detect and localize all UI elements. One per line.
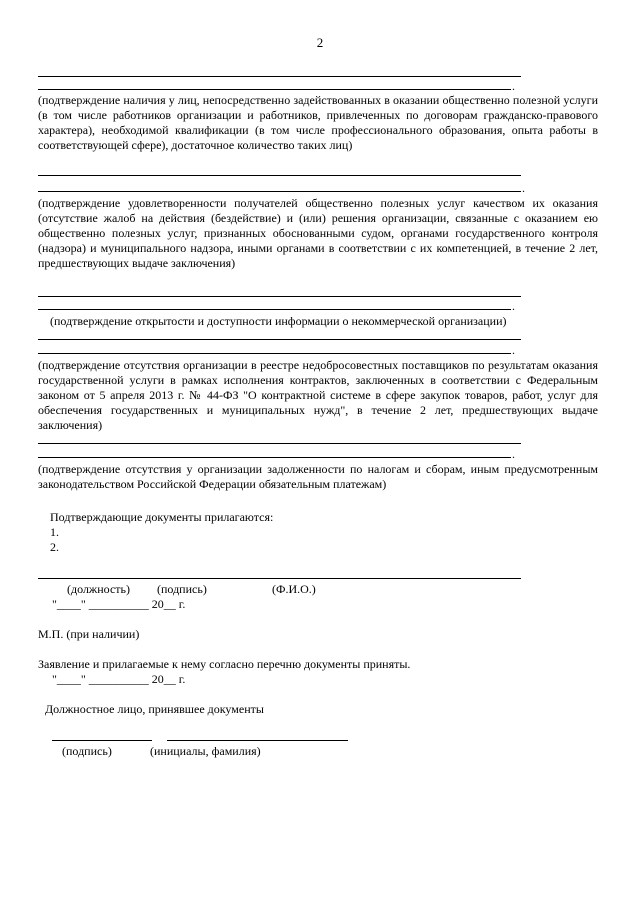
fill-line — [38, 457, 511, 458]
fill-line — [38, 353, 511, 354]
line-end-dot: . — [512, 447, 515, 461]
fill-line — [38, 89, 511, 90]
section-caption: (подтверждение открытости и доступности информации о некоммерческой организации) — [50, 314, 507, 328]
fill-line — [38, 443, 521, 444]
signature-label: (подпись) — [157, 582, 207, 596]
section-caption: (подтверждение наличия у лиц, непосредственно задействованных в оказании общественно полезной услуги (в том числе работников организации и работников, привлеченных по договорам гражданско-правового характера), необходимой квалификации (в том числе профессионального образования, опыта работы в соответствующей сфере), достаточное количество таких лиц) — [38, 93, 598, 152]
fill-line — [38, 175, 521, 176]
acceptance-date-field[interactable]: "____" __________ 20__ г. — [52, 672, 186, 686]
fill-line — [38, 191, 521, 192]
line-end-dot: . — [512, 343, 515, 357]
official-label: Должностное лицо, принявшее документы — [45, 702, 264, 716]
section-caption: (подтверждение отсутствия организации в реестре недобросовестных поставщиков по результатам оказания государственной услуги в рамках исполнения контрактов, заключенных в соответствии с Федеральным законом от 5 апреля 2013 г. № 44-ФЗ "О контрактной системе в сфере закупок товаров, работ, услуг для обеспечения государственных и муниципальных нужд", в течение 2 лет, предшествующих выдаче заключения) — [38, 358, 598, 432]
acceptance-statement: Заявление и прилагаемые к нему согласно перечню документы приняты. — [38, 657, 411, 671]
attachments-heading: Подтверждающие документы прилагаются: — [50, 510, 274, 524]
fill-line — [38, 296, 521, 297]
fill-line — [38, 339, 521, 340]
section-caption: (подтверждение отсутствия у организации задолженности по налогам и сборам, иным предусмотренным законодательством Российской Федерации обязательным платежам) — [38, 462, 598, 491]
position-label: (должность) — [67, 582, 130, 596]
line-end-dot: . — [512, 299, 515, 313]
fill-line — [38, 76, 521, 77]
attachment-item: 1. — [50, 525, 59, 539]
seal-label: М.П. (при наличии) — [38, 627, 140, 641]
section-caption: (подтверждение удовлетворенности получателей общественно полезных услуг качеством их оказания (отсутствие жалоб на действия (бездействие) и (или) решения организации, связанные с оказанием ею общественно полезных услуг, признанных обоснованными судом, органами государственного контроля (надзора) и муниципального надзора, иными органами в соответствии с их компетенцией, в течение 2 лет, предшествующих выдаче заключения) — [38, 196, 598, 270]
line-end-dot: . — [522, 181, 525, 195]
official-name-line — [167, 740, 348, 741]
name-label: (Ф.И.О.) — [272, 582, 316, 596]
official-initials-label: (инициалы, фамилия) — [150, 744, 261, 758]
fill-line — [38, 309, 511, 310]
signature-date-field[interactable]: "____" __________ 20__ г. — [52, 597, 186, 611]
line-end-dot: . — [512, 79, 515, 93]
signature-line — [38, 578, 521, 579]
official-signature-line — [52, 740, 152, 741]
page-number: 2 — [316, 35, 324, 50]
official-signature-label: (подпись) — [62, 744, 112, 758]
attachment-item: 2. — [50, 540, 59, 554]
